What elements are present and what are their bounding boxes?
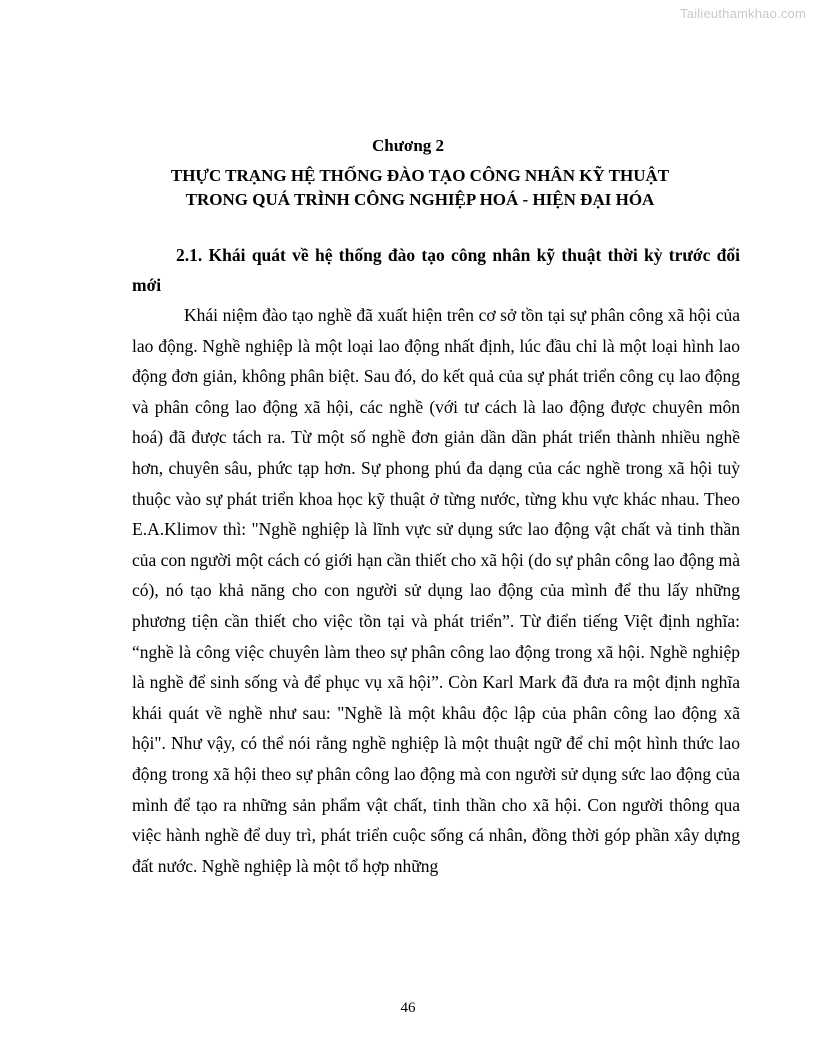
- chapter-title-line-1: THỰC TRẠNG HỆ THỐNG ĐÀO TẠO CÔNG NHÂN KỸ THUẬT: [170, 166, 670, 185]
- body-paragraph: Khái niệm đào tạo nghề đã xuất hiện trên cơ sở tồn tại sự phân công xã hội của lao động. Nghề nghiệp là một loại lao động nhất định, lúc đầu chỉ là một loại hình lao động đơn giản, không phân biệt. Sau đó, do kết quả của sự phát triển công cụ lao động và phân công lao động xã hội, các nghề (với tư cách là lao động được chuyên môn hoá) đã được tách ra. Từ một số nghề đơn giản dần dần phát triển thành nhiều nghề hơn, chuyên sâu, phức tạp hơn. Sự phong phú đa dạng của các nghề trong xã hội tuỳ thuộc vào sự phát triển khoa học kỹ thuật ở từng nước, từng khu vực khác nhau. Theo E.A.Klimov thì: "Nghề nghiệp là lĩnh vực sử dụng sức lao động vật chất và tinh thần của con người một cách có giới hạn cần thiết cho xã hội (do sự phân công lao động mà có), nó tạo khả năng cho con người sử dụng lao động của mình để thu lấy những phương tiện cần thiết cho việc tồn tại và phát triển”. Từ điển tiếng Việt định nghĩa: “nghề là công việc chuyên làm theo sự phân công lao động trong xã hội. Nghề nghiệp là nghề để sinh sống và để phục vụ xã hội”. Còn Karl Mark đã đưa ra một định nghĩa khái quát về nghề như sau: "Nghề là một khâu độc lập của phân công lao động xã hội". Như vậy, có thể nói rằng nghề nghiệp là một thuật ngữ để chỉ một hình thức lao động trong xã hội theo sự phân công lao động mà con người sử dụng sức lao động của mình để tạo ra những sản phẩm vật chất, tinh thần cho xã hội. Con người thông qua việc hành nghề để duy trì, phát triển cuộc sống cá nhân, đồng thời góp phần xây dựng đất nước. Nghề nghiệp là một tổ hợp những: [132, 305, 740, 876]
- chapter-title-line-2: TRONG QUÁ TRÌNH CÔNG NGHIỆP HOÁ - HIỆN ĐẠI HÓA: [185, 190, 655, 209]
- page-number: 46: [400, 1000, 416, 1016]
- section-heading: 2.1. Khái quát về hệ thống đào tạo công nhân kỹ thuật thời kỳ trước đổi mới: [132, 245, 740, 295]
- chapter-heading: Chương 2: [371, 136, 445, 155]
- watermark: Tailieuthamkhao.com: [680, 6, 806, 21]
- chapter-title: [120, 164, 720, 212]
